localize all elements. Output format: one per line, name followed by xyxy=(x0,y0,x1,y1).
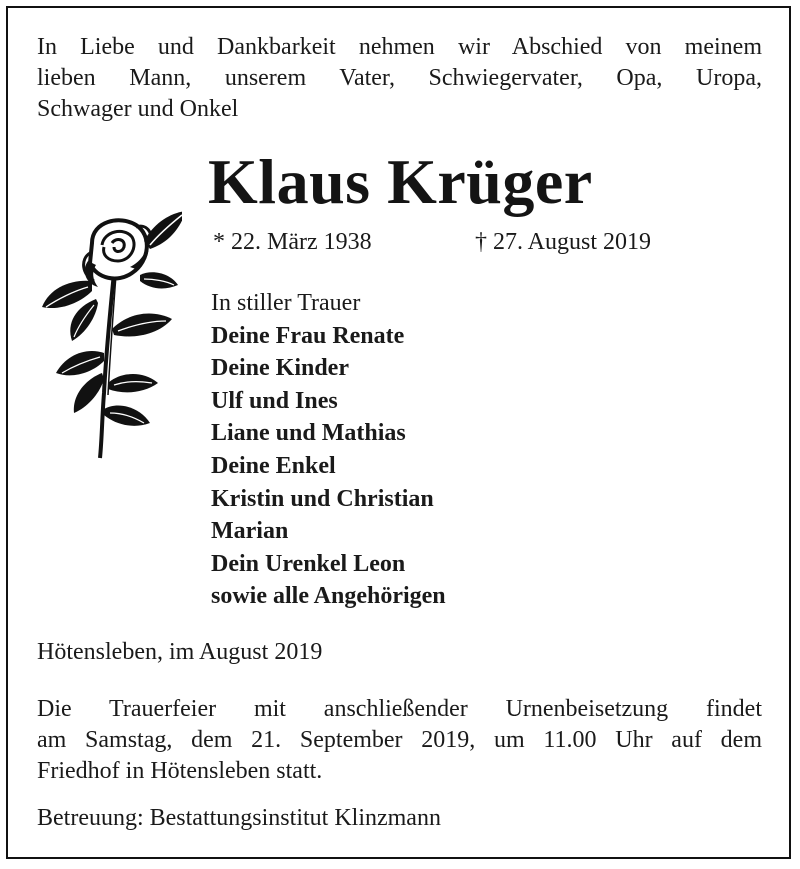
mourner-line: Kristin und Christian xyxy=(211,485,434,512)
ceremony-line: Die Trauerfeier mit anschließender Urnenbeisetzung findet xyxy=(37,696,762,722)
intro-line: lieben Mann, unserem Vater, Schwiegervater, Opa, Uropa, xyxy=(37,65,762,91)
mourner-line: Deine Kinder xyxy=(211,355,349,382)
intro-line: Schwager und Onkel xyxy=(37,96,239,122)
mourners-list xyxy=(211,287,446,613)
mourner-line: sowie alle Angehörigen xyxy=(211,583,446,610)
death-date: † 27. August 2019 xyxy=(475,229,652,255)
intro-line: In Liebe und Dankbarkeit nehmen wir Abschied von meinem xyxy=(37,34,762,60)
mourner-line: Deine Enkel xyxy=(211,452,336,479)
ceremony-line: Friedhof in Hötensleben statt. xyxy=(37,758,323,784)
place-date: Hötensleben, im August 2019 xyxy=(37,639,323,665)
funeral-home: Betreuung: Bestattungsinstitut Klinzmann xyxy=(37,805,441,831)
mourner-line: Liane und Mathias xyxy=(211,420,406,447)
mourner-line: Ulf und Ines xyxy=(211,387,338,414)
mourner-line: Marian xyxy=(211,518,289,545)
mourner-line: Dein Urenkel Leon xyxy=(211,550,406,577)
ceremony-text xyxy=(37,694,762,787)
mourner-line: Deine Frau Renate xyxy=(211,322,405,349)
deceased-name: Klaus Krüger xyxy=(208,146,593,217)
rose-icon xyxy=(32,203,182,463)
ceremony-line: am Samstag, dem 21. September 2019, um 11.00 Uhr auf dem xyxy=(37,727,762,753)
mourning-intro: In stiller Trauer xyxy=(211,290,361,316)
intro-text xyxy=(37,32,762,125)
birth-date: * 22. März 1938 xyxy=(213,229,372,255)
obituary-notice xyxy=(6,6,791,859)
